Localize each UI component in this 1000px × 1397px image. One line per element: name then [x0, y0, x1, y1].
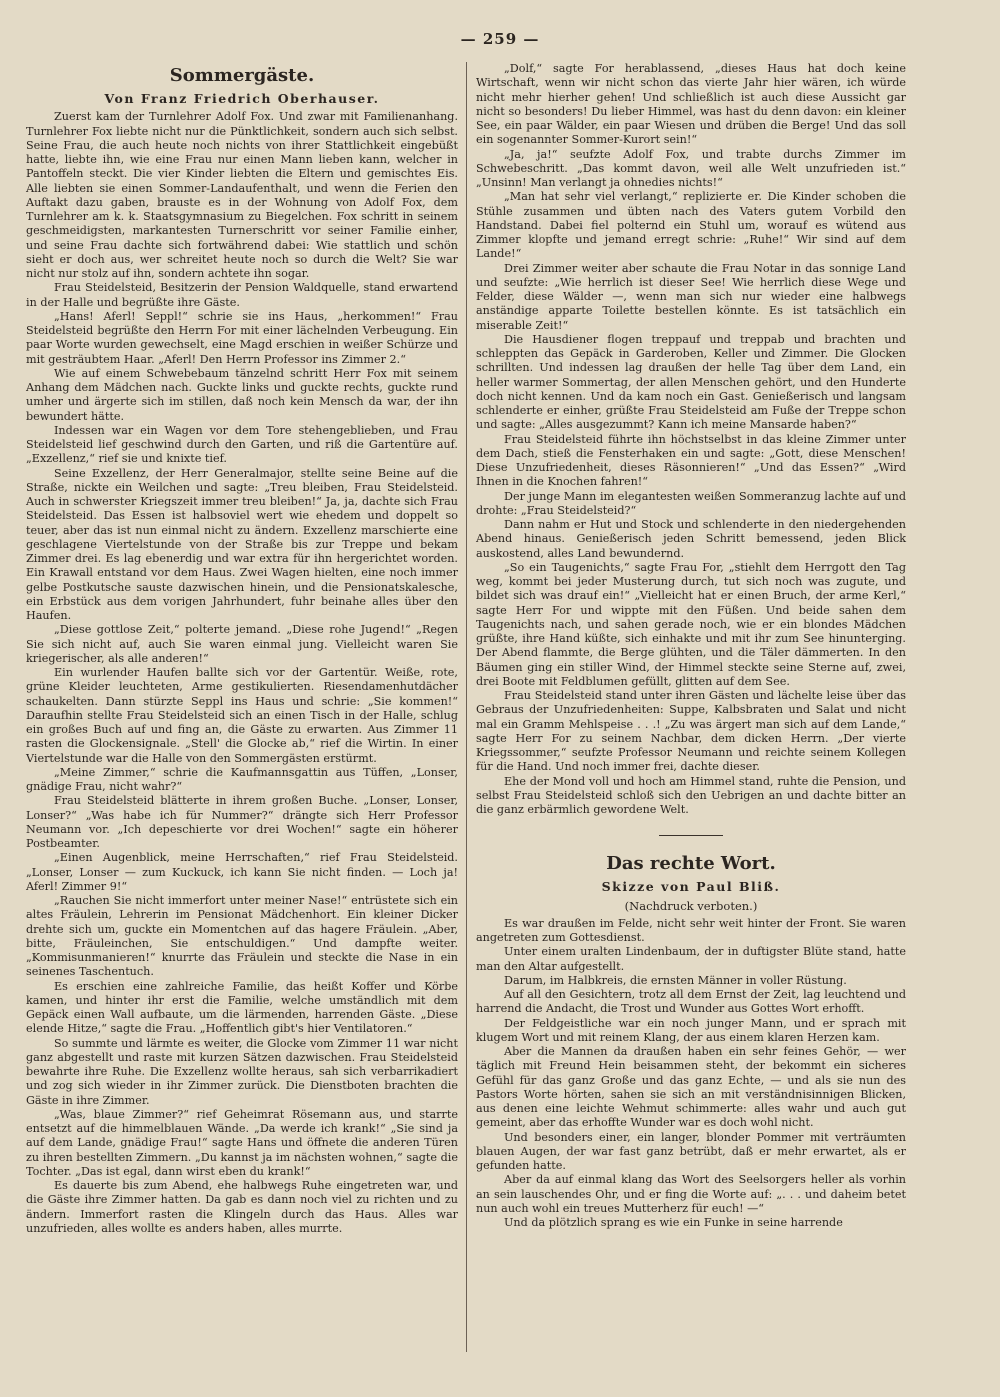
paragraph: Dann nahm er Hut und Stock und schlenderte in den niedergehenden Abend hinaus. Genießerisch jeden Schritt bemessend, jeden Blick auskostend, alles Land bewundernd.	[476, 518, 906, 560]
paragraph: Es dauerte bis zum Abend, ehe halbwegs Ruhe eingetreten war, und die Gäste ihre Zimmer hatten. Da gab es dann noch viel zu richten und zu ändern. Immerfort rasten die Klingeln durch das Haus. Alles war unzufrieden, alles wollte es anders haben, alles murrte.	[26, 1179, 458, 1235]
paragraph: „Dolf,“ sagte For herablassend, „dieses Haus hat doch keine Wirtschaft, wenn wir nicht schon das vierte Jahr hier wären, ich würde nicht mehr hierher gehen! Und schließlich ist auch diese Aussicht gar nicht so besonders! Du lieber Himmel, was hast du denn davon: ein kleiner See, ein paar Wälder, ein paar Wiesen und drüben die Berge! Und das soll ein sogenannter Sommer-Kurort sein!“	[476, 62, 906, 147]
section-divider	[659, 835, 723, 836]
column-divider	[466, 62, 467, 1352]
article-body-das-rechte-wort	[476, 917, 906, 1231]
paragraph: „Ja, ja!“ seufzte Adolf Fox, und trabte durchs Zimmer im Schwebeschritt. „Das kommt davon, weil alle Welt unzufrieden ist.“ „Unsinn! Man verlangt ja ohnedies nichts!“	[476, 147, 906, 189]
article-title-das-rechte-wort: Das rechte Wort.	[606, 853, 776, 875]
paragraph: „Was, blaue Zimmer?“ rief Geheimrat Rösemann aus, und starrte entsetzt auf die himmelblauen Wände. „Da werde ich krank!“ „Sie sind ja auf dem Lande, gnädige Frau!“ sagte Hans und öffnete die anderen Türen zu ihren bestellten Zimmern. „Du kannst ja im nächsten wohnen,“ sagte die Tochter. „Das ist egal, dann wirst eben du krank!“	[26, 1107, 458, 1178]
paragraph: So summte und lärmte es weiter, die Glocke vom Zimmer 11 war nicht ganz abgestellt und raste mit kurzen Sätzen dazwischen. Frau Steidelsteid bewahrte ihre Ruhe. Die Exzellenz wollte heraus, sah sich verbarrikadiert und zog sich wieder in ihr Zimmer zurück. Die Dienstboten brachten die Gäste in ihre Zimmer.	[26, 1036, 458, 1107]
paragraph: Der junge Mann im elegantesten weißen Sommeranzug lachte auf und drohte: „Frau Steidelsteid?“	[476, 489, 906, 517]
paragraph: Aber da auf einmal klang das Wort des Seelsorgers heller als vorhin an sein lauschendes Ohr, und er fing die Worte auf: „. . . und daheim betet nun auch wohl ein treues Mutterherz für euch! —“	[476, 1173, 906, 1215]
paragraph: Frau Steidelsteid, Besitzerin der Pension Waldquelle, stand erwartend in der Halle und begrüßte ihre Gäste.	[26, 281, 458, 309]
paragraph: Und da plötzlich sprang es wie ein Funke in seine harrende	[504, 1216, 843, 1229]
paragraph: „So ein Taugenichts,“ sagte Frau For, „stiehlt dem Herrgott den Tag weg, kommt bei jeder Musterung durch, tut sich noch was zugute, und bildet sich was drauf ein!“ „Vielleicht hat er einen Bruch, der arme Kerl,“ sagte Herr For und wippte mit den Füßen. Und beide sahen dem Taugenichts nach, und sahen gerade noch, wie er ein blondes Mädchen grüßte, ihre Hand küßte, sich einhakte und mit ihr zum See hinunterging. Der Abend flammte, die Berge glühten, und die Täler dämmerten. In den Bäumen ging ein stiller Wind, der Himmel steckte seine Sterne auf, zwei, drei Boote mit Feldblumen gefüllt, glitten auf dem See.	[476, 560, 906, 688]
paragraph: Der Feldgeistliche war ein noch junger Mann, und er sprach mit klugem Wort und mit reinem Klang, der aus einem klaren Herzen kam.	[476, 1016, 906, 1044]
reprint-notice: (Nachdruck verboten.)	[624, 898, 758, 913]
paragraph: „Man hat sehr viel verlangt,“ replizierte er. Die Kinder schoben die Stühle zusammen und übten nach des Vaters gutem Vorbild den Handstand. Dabei fiel polternd ein Stuhl um, worauf es wütend aus Zimmer klopfte und jemand erregt schrie: „Ruhe!“ Wir sind auf dem Lande!“	[476, 190, 906, 261]
paragraph: Ein wurlender Haufen ballte sich vor der Gartentür. Weiße, rote, grüne Kleider leuchteten, Arme gestikulierten. Riesendamenhutdächer schaukelten. Dann stürzte Seppl ins Haus und schrie: „Sie kommen!“ Daraufhin stellte Frau Steidelsteid sich an einen Tisch in der Halle, schlug ein großes Buch auf und fing an, die Gäste zu erwarten. Aus Zimmer 11 rasten die Glockensignale. „Stell' die Glocke ab,“ rief die Wirtin. In einer Viertelstunde war die Halle von den Sommergästen erstürmt.	[26, 666, 458, 765]
paragraph: Drei Zimmer weiter aber schaute die Frau Notar in das sonnige Land und seufzte: „Wie herrlich ist dieser See! Wie herrlich diese Wege und Felder, diese Wälder —, wenn man sich nur wieder eine halbwegs anständige apparte Toilette bestellen könnte. Es ist tatsächlich ein miserable Zeit!“	[476, 261, 906, 332]
paragraph: Frau Steidelsteid stand unter ihren Gästen und lächelte leise über das Gebraus der Unzufriedenheiten: Suppe, Kalbsbraten und Salat und nicht mal ein Gramm Mehlspeise . . .! „Zu was ärgert man sich auf dem Lande,“ sagte Herr For zu seinem Nachbar, dem dicken Herrn. „Der vierte Kriegssommer,“ seufzte Professor Neumann und reichte seinem Kollegen für die Hand. Und noch immer frei, dachte dieser.	[476, 689, 906, 774]
paragraph: Es war draußen im Felde, nicht sehr weit hinter der Front. Sie waren angetreten zum Gottesdienst.	[476, 916, 906, 944]
paragraph: Frau Steidelsteid führte ihn höchstselbst in das kleine Zimmer unter dem Dach, stieß die Fensterhaken ein und sagte: „Gott, diese Menschen! Diese Unzufriedenheit, dieses Räsonnieren!“ „Und das Essen?“ „Wird Ihnen in die Knochen fahren!“	[476, 432, 906, 489]
paragraph: „Meine Zimmer,“ schrie die Kaufmannsgattin aus Tüffen, „Lonser, gnädige Frau, nicht wahr?“	[26, 765, 458, 793]
paragraph: Auf all den Gesichtern, trotz all dem Ernst der Zeit, lag leuchtend und harrend die Andacht, die Trost und Wunder aus Gottes Wort erhofft.	[476, 988, 906, 1016]
article-byline-das-rechte-wort: Skizze von Paul Bliß.	[601, 879, 781, 895]
paragraph: Aber die Mannen da draußen haben ein sehr feines Gehör, — wer täglich mit Freund Hein beisammen steht, der bekommt ein sicheres Gefühl für das ganz Große und das ganz Echte, — und als sie nun des Pastors Worte hörten, sahen sie sich an mit verständnisinnigen Blicken, aus denen eine leichte Wehmut schimmerte: alles wahr und auch gut gemeint, aber das erhoffte Wunder war es doch wohl nicht.	[476, 1045, 906, 1130]
paragraph: Frau Steidelsteid blätterte in ihrem großen Buche. „Lonser, Lonser, Lonser?“ „Was habe ich für Nummer?“ drängte sich Herr Professor Neumann vor. „Ich depeschierte vor drei Wochen!“ sagte ein höherer Postbeamter.	[26, 794, 458, 850]
paragraph: Es erschien eine zahlreiche Familie, das heißt Koffer und Körbe kamen, und hinter ihr erst die Familie, welche umständlich mit dem Gepäck einen Wall aufbaute, um die lärmenden, harrenden Gäste. „Diese elende Hitze,“ sagte die Frau. „Hoffentlich gibt's hier Ventilatoren.“	[26, 979, 458, 1036]
paragraph: Und besonders einer, ein langer, blonder Pommer mit verträumten blauen Augen, der war fast ganz betrübt, daß er mehr erwartet, als er gefunden hatte.	[476, 1130, 906, 1172]
paragraph: „Diese gottlose Zeit,“ polterte jemand. „Diese rohe Jugend!“ „Regen Sie sich nicht auf, auch Sie waren einmal jung. Vielleicht waren Sie kriegerischer, als alle anderen!“	[26, 623, 458, 665]
article-title-sommergaeste: Sommergäste.	[169, 65, 315, 86]
paragraph: Darum, im Halbkreis, die ernsten Männer in voller Rüstung.	[504, 973, 847, 987]
right-column	[476, 62, 906, 1230]
paragraph: Seine Exzellenz, der Herr Generalmajor, stellte seine Beine auf die Straße, nickte ein Weilchen und sagte: „Treu bleiben, Frau Steidelsteid. Auch in schwerster Kriegszeit immer treu bleiben!“ Ja, ja, dachte sich Frau Steidelsteid. Das Essen ist halbsoviel wert wie ehedem und doppelt so teuer, aber das ist nun einmal nicht zu ändern. Exzellenz marschierte eine geschlagene Viertelstunde von der Straße bis zur Treppe und bekam Zimmer drei. Es lag ebenerdig und war extra für ihn hergerichtet worden. Ein Krawall entstand vor dem Haus. Zwei Wagen hielten, eine noch immer gelbe Postkutsche sauste dazwischen hinein, und die Pensionatskalesche, ein Erbstück aus dem vorigen Jahrhundert, fuhr beinahe alles über den Haufen.	[26, 466, 458, 622]
article-continuation-sommergaeste	[476, 62, 906, 817]
article-byline-sommergaeste: Von Franz Friedrich Oberhauser.	[104, 91, 380, 106]
paragraph: Die Hausdiener flogen treppauf und treppab und brachten und schleppten das Gepäck in Garderoben, Keller und Zimmer. Die Glocken schrillten. Und indessen lag draußen der helle Tag über dem Land, ein heller warmer Sommertag, der allen Menschen gehört, und den Hunderte doch nicht kennen. Und da kam noch ein Gast. Genießerisch und langsam schlenderte er einher, grüßte Frau Steidelsteid am Fuße der Treppe schon und sagte: „Alles ausgezummt? Kann ich meine Mansarde haben?“	[476, 332, 906, 432]
paragraph: „Hans! Aferl! Seppl!“ schrie sie ins Haus, „herkommen!“ Frau Steidelsteid begrüßte den Herrn For mit einer lächelnden Verbeugung. Ein paar Worte wurden gewechselt, eine Magd erschien in weißer Schürze und mit gesträubtem Haar. „Aferl! Den Herrn Professor ins Zimmer 2.“	[26, 309, 458, 366]
left-column	[26, 62, 458, 1236]
paragraph: Wie auf einem Schwebebaum tänzelnd schritt Herr Fox mit seinem Anhang dem Mädchen nach. Guckte links und guckte rechts, guckte rund umher und ärgerte sich im stillen, daß noch kein Mensch da war, der ihn bewundert hätte.	[26, 366, 458, 423]
page-number: — 259 —	[460, 30, 540, 48]
paragraph: Unter einem uralten Lindenbaum, der in duftigster Blüte stand, hatte man den Altar aufgestellt.	[476, 945, 906, 973]
paragraph: „Rauchen Sie nicht immerfort unter meiner Nase!“ entrüstete sich ein altes Fräulein, Lehrerin im Pensionat Mädchenhort. Ein kleiner Dicker drehte sich um, guckte ein Momentchen auf das hagere Fräulein. „Aber, bitte, Fräuleinchen, Sie entschuldigen.“ Und dampfte weiter. „Kommisunmanieren!“ knurrte das Fräulein und steckte die Nase in ein seinenes Taschentuch.	[26, 894, 458, 979]
paragraph: Ehe der Mond voll und hoch am Himmel stand, ruhte die Pension, und selbst Frau Steidelsteid schloß sich den Uebrigen an und dachte bitter an die ganz erbärmlich gewordene Welt.	[476, 774, 906, 816]
article-body-sommergaeste	[26, 110, 458, 1236]
paragraph: Zuerst kam der Turnlehrer Adolf Fox. Und zwar mit Familienanhang. Turnlehrer Fox liebte nicht nur die Pünktlichkeit, sondern auch sich selbst. Seine Frau, die auch heute noch nichts von ihrer Stattlichkeit eingebüßt hatte, liebte ihn, wie eine Frau nur einen Mann lieben kann, welcher in Pantoffeln steckt. Die vier Kinder liebten die Eltern und gemischtes Eis. Alle liebten sie einen Sommer-Landaufenthalt, und wenn die Ferien den Auftakt dazu gaben, brauste es in der Wohnung von Adolf Fox, dem Turnlehrer am k. k. Staatsgymnasium zu Biegelchen. Fox schritt in seinem geschmeidigsten, markantesten Turnerschritt vor seiner Familie einher, und seine Frau dachte sich fortwährend dabei: Wie stattlich und schön sieht er doch aus, wer schreitet heute noch so durch die Welt? Sie war nicht nur stolz auf ihn, sondern achtete ihn sogar.	[26, 110, 458, 280]
paragraph: „Einen Augenblick, meine Herrschaften,“ rief Frau Steidelsteid. „Lonser, Lonser — zum Kuckuck, ich kann Sie nicht finden. — Loch ja! Aferl! Zimmer 9!“	[26, 851, 458, 893]
paragraph: Indessen war ein Wagen vor dem Tore stehengeblieben, und Frau Steidelsteid lief geschwind durch den Garten, und riß die Gartentüre auf. „Exzellenz,“ rief sie und knixte tief.	[26, 423, 458, 466]
